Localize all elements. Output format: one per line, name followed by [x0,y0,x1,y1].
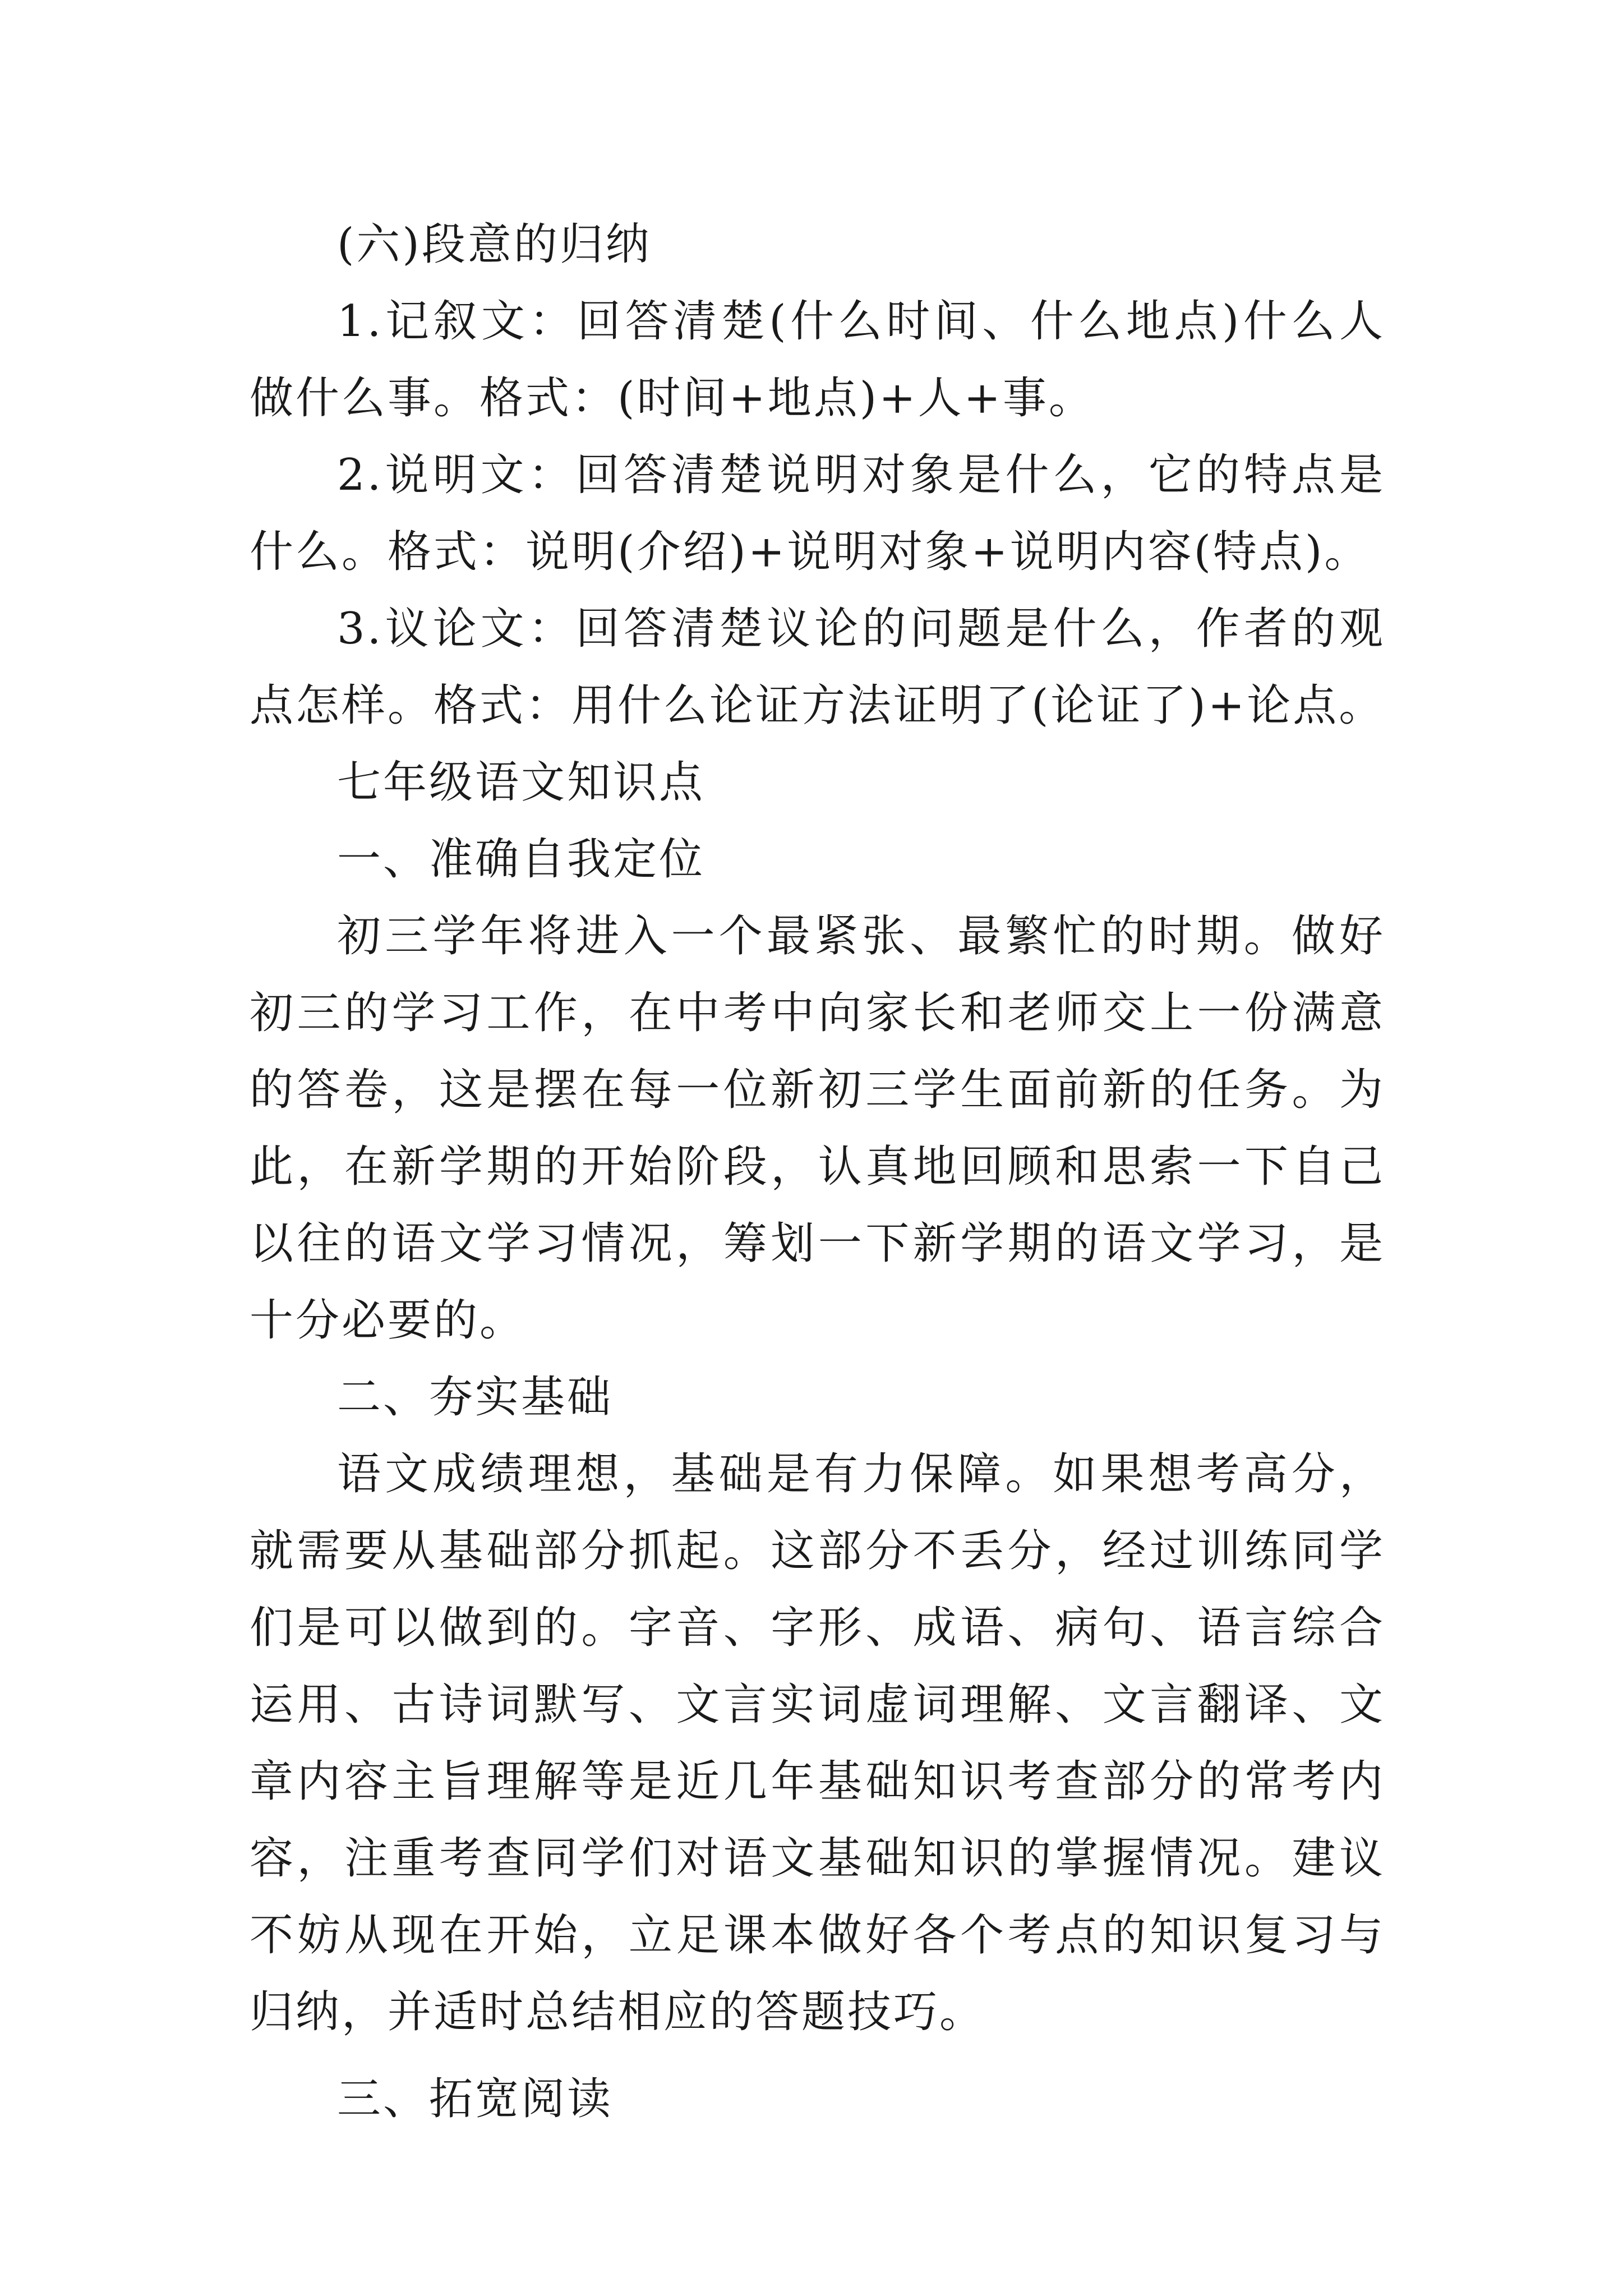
section-heading-paragraph-summary: (六)段意的归纳 [337,219,652,270]
paragraph-self-positioning: 初三学年将进入一个最紧张、最繁忙的时期。做好初三的学习工作，在中考中向家长和老师交上一份满意的答卷，这是摆在每一位新初三学生面前新的任务。为此，在新学期的开始阶段，认真地回顾和思索一下自己以往的语文学习情况，筹划一下新学期的语文学习，是十分必要的。 [250,911,1385,1346]
paragraph-solid-foundation: 语文成绩理想，基础是有力保障。如果想考高分，就需要从基础部分抓起。这部分不丢分，经过训练同学们是可以做到的。字音、字形、成语、病句、语言综合运用、古诗词默写、文言实词虚词理解、文言翻译、文章内容主旨理解等是近几年基础知识考查部分的常考内容，注重考查同学们对语文基础知识的掌握情况。建议不妨从现在开始，立足课本做好各个考点的知识复习与归纳，并适时总结相应的答题技巧。 [250,1449,1385,2037]
paragraph-argumentative: 3.议论文：回答清楚议论的问题是什么，作者的观点怎样。格式：用什么论证方法证明了(论证了)+论点。 [250,604,1385,731]
heading-solid-foundation: 二、夯实基础 [337,1372,614,1423]
paragraph-expository: 2.说明文：回答清楚说明对象是什么，它的特点是什么。格式：说明(介绍)+说明对象+说明内容(特点)。 [250,450,1385,577]
document-body [250,206,1385,2138]
heading-broaden-reading: 三、拓宽阅读 [337,2074,614,2124]
heading-self-positioning: 一、准确自我定位 [337,834,706,885]
heading-grade7-knowledge: 七年级语文知识点 [337,757,706,808]
paragraph-narrative: 1.记叙文：回答清楚(什么时间、什么地点)什么人做什么事。格式：(时间+地点)+人+事。 [250,296,1385,424]
